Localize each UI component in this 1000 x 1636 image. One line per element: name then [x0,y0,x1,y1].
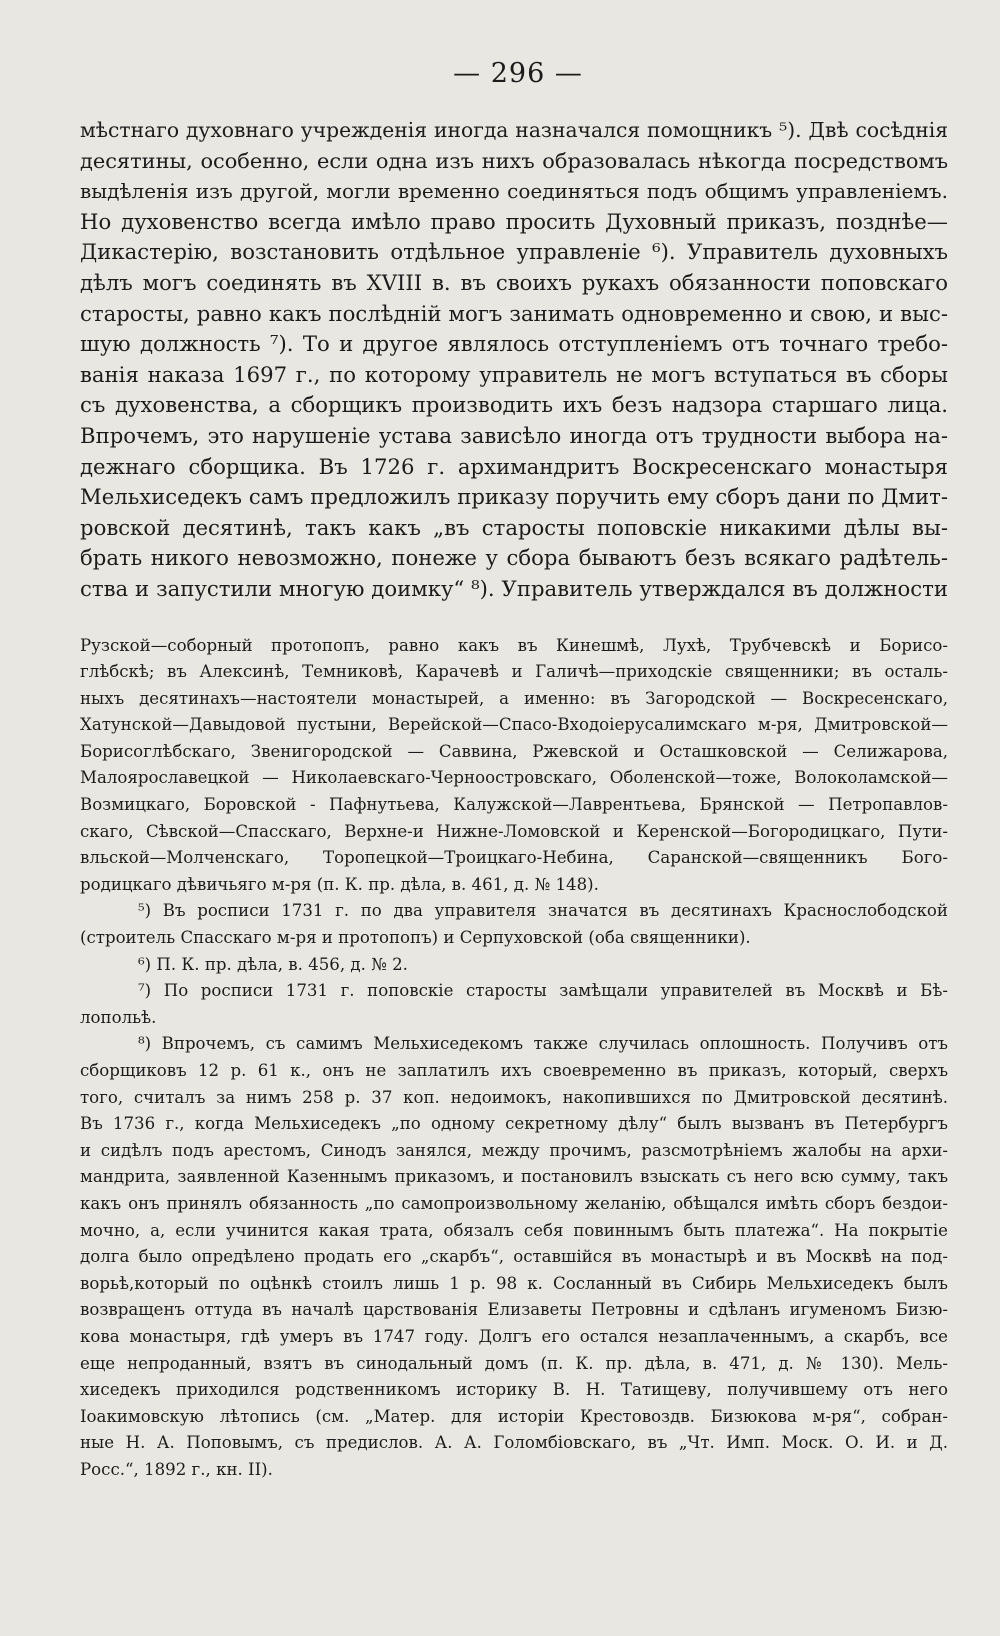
footnote-5 [80,898,948,951]
text-line: мѣстнаго духовнаго учрежденія иногда назначался помощникъ ⁵). Двѣ сосѣднія [80,118,948,142]
text-line: старосты, равно какъ послѣдній могъ занимать одновременно и свою, и выс- [80,300,948,326]
footnote-line: мандрита, заявленной Казеннымъ приказомъ, и постановилъ взыскать съ него всю сумму, такъ [80,1167,948,1187]
footnote-line: Малоярославецкой — Николаевскаго-Черноостровскаго, Оболенской—тоже, Волоколамской— [80,768,948,788]
footnote-line: вльской—Молченскаго, Торопецкой—Троицкаго-Небина, Саранской—священникъ Бого- [80,848,948,868]
footnote-continuation [80,633,948,899]
footnote-line: сборщиковъ 12 р. 61 к., онъ не заплатилъ ихъ своевременно въ приказъ, который, сверхъ [80,1061,948,1080]
footnote-line: скаго, Сѣвской—Спасскаго, Верхне-и Нижне-Ломовской и Керенской—Богородицкаго, Пути- [80,821,948,841]
text-line: Дикастерію, возстановить отдѣльное управленіе ⁶). Управитель духовныхъ [80,239,948,265]
footnote-line: Борисоглѣбскаго, Звенигородской — Саввина, Ржевской и Осташковской — Селижарова, [80,741,948,761]
footnote-6 [80,952,948,979]
text-line: Мельхиседекъ самъ предложилъ приказу поручить ему сборъ дани по Дмит- [80,484,948,510]
footnote-line: какъ онъ принялъ обязанность „по самопроизвольному желанію, обѣщался имѣть сборъ бездои- [80,1193,948,1213]
text-line: выдѣленія изъ другой, могли временно соединяться подъ общимъ управленіемъ. [80,179,948,204]
footnote-line: долга было опредѣлено продать его „скарбъ“, оставшійся въ монастырѣ и въ Москвѣ на под- [80,1247,948,1267]
text-line: дѣлъ могъ соединять въ XVIII в. въ своихъ рукахъ обязанности поповскаго [80,269,948,295]
footnote-line: возвращенъ оттуда въ началѣ царствованія Елизаветы Петровны и сдѣланъ игуменомъ Бизю- [80,1300,948,1320]
text-line: брать никого невозможно, понеже у сбора бываютъ безъ всякаго радѣтель- [80,545,948,571]
footnote-line: еще непроданный, взятъ въ синодальный домъ (п. К. пр. дѣла, в. 471, д. № 130). Мель- [80,1353,948,1373]
footnote-line: Іоакимовскую лѣтопись (см. „Матер. для исторіи Крестовоздв. Бизюкова м-ря“, собран- [80,1406,948,1426]
footnote-line: и сидѣлъ подъ арестомъ, Синодъ занялся, между прочимъ, разсмотрѣніемъ жалобы на архи- [80,1140,948,1160]
text-line: десятины, особенно, если одна изъ нихъ образовалась нѣкогда посредствомъ [80,148,948,173]
text-line: ровской десятинѣ, такъ какъ „въ старосты поповскіе никакими дѣлы вы- [80,514,948,540]
footnote-line: глѣбскѣ; въ Алексинѣ, Темниковѣ, Карачевѣ и Галичѣ—приходскіе священники; въ осталь- [80,662,948,682]
text-line: Но духовенство всегда имѣло право просить Духовный приказъ, позднѣе— [80,208,948,234]
footnote-7 [80,978,948,1031]
footnote-line: ⁷) По росписи 1731 г. поповскіе старосты замѣщали управителей въ Москвѣ и Бѣ- [138,981,948,1001]
text-line: Впрочемъ, это нарушеніе устава зависѣло иногда отъ трудности выбора на- [80,422,948,448]
footnote-line: Рузской—соборный протопопъ, равно какъ въ Кинешмѣ, Лухѣ, Трубчевскѣ и Борисо- [80,635,948,655]
text-line: ства и запустили многую доимку“ ⁸). Управитель утверждался въ должности [80,575,948,601]
page-number: — 296 — [453,58,583,89]
footnote-line: ные Н. А. Поповымъ, съ предислов. А. А. Голомбіовскаго, въ „Чт. Имп. Моск. О. И. и Д. [80,1433,948,1453]
footnote-line: мочно, а, если учинится какая трата, обязалъ себя повиннымъ быть платежа“. На покрытіе [80,1220,948,1240]
text-line: съ духовенства, а сборщикъ производить ихъ безъ надзора старшаго лица. [80,392,948,418]
footnote-line: ныхъ десятинахъ—настоятели монастырей, а именно: въ Загородской — Воскресенскаго, [80,688,948,708]
footnote-line: Возмицкаго, Боровской - Пафнутьева, Калужской—Лаврентьева, Брянской — Петропавлов- [80,795,948,815]
footnote-line: ⁶) П. К. пр. дѣла, в. 456, д. № 2. [138,954,408,974]
footnote-line: родицкаго дѣвичьяго м-ря (п. К. пр. дѣла, в. 461, д. № 148). [80,874,599,894]
footnote-line: ⁸) Впрочемъ, съ самимъ Мельхиседекомъ также случилась оплошность. Получивъ отъ [138,1034,948,1054]
footnote-line: Хатунской—Давыдовой пустыни, Верейской—Спасо-Входоіерусалимскаго м-ря, Дмитровской— [80,715,948,735]
footnote-line: кова монастыря, гдѣ умеръ въ 1747 году. Долгъ его остался незаплаченнымъ, а скарбъ, все [80,1326,948,1346]
text-line: дежнаго сборщика. Въ 1726 г. архимандритъ Воскресенскаго монастыря [80,453,948,479]
text-line: шую должность ⁷). То и другое являлось отступленіемъ отъ точнаго требо- [80,331,948,357]
footnote-8 [80,1031,948,1483]
footnotes [80,633,948,1484]
footnote-line: лопольѣ. [80,1007,157,1027]
footnote-line: Въ 1736 г., когда Мельхиседекъ „по одному секретному дѣлу“ былъ вызванъ въ Петербургъ [80,1114,948,1134]
footnote-line: хиседекъ приходился родственникомъ историку В. Н. Татищеву, получившему отъ него [80,1380,948,1400]
text-line: ванія наказа 1697 г., по которому управитель не могъ вступаться въ сборы [80,361,948,387]
footnote-line: ворьѣ,который по оцѣнкѣ стоилъ лишь 1 р. 98 к. Сосланный въ Сибирь Мельхиседекъ былъ [80,1273,948,1293]
footnote-line: того, считалъ за нимъ 258 р. 37 коп. недоимокъ, накопившихся по Дмитровской десятинѣ. [80,1087,948,1107]
footnote-line: (строитель Спасскаго м-ря и протопопъ) и Серпуховской (оба священники). [80,928,751,948]
main-text [80,115,948,605]
footnote-line: ⁵) Въ росписи 1731 г. по два управителя значатся въ десятинахъ Краснослободской [138,901,948,921]
footnote-line: Росс.“, 1892 г., кн. II). [80,1459,273,1479]
